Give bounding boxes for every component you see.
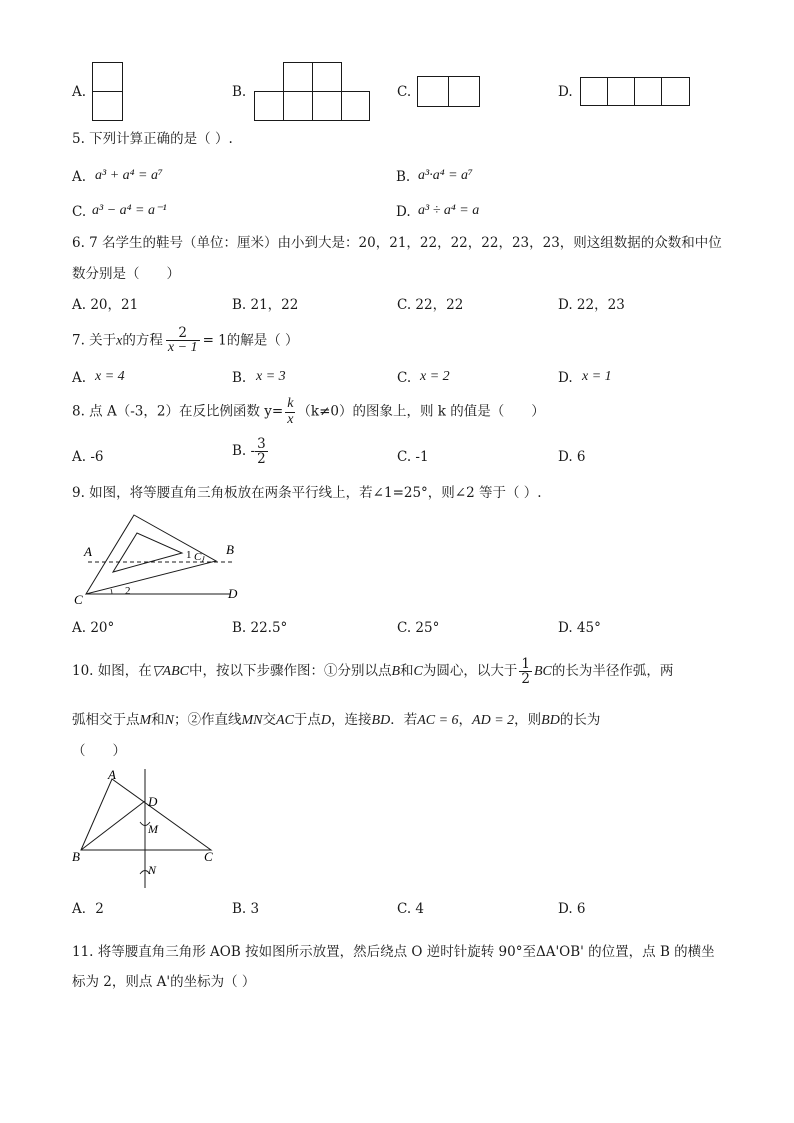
q8-option-b-fraction — [255, 437, 268, 466]
q10-condition-ad: AD = 2 — [472, 713, 515, 728]
q7-option-d-label: D. — [558, 370, 573, 386]
q10-condition-ac: AC = 6 — [417, 713, 459, 728]
q10-option-d: D. 6 — [558, 901, 586, 917]
q8-stem — [72, 397, 545, 427]
q10-option-b: B. 3 — [232, 901, 260, 917]
q4-option-b-label: B. — [232, 84, 247, 100]
q7-stem-mid: 的方程 — [122, 332, 163, 349]
q9-option-c: C. 25° — [397, 620, 440, 636]
q10-point-c: C — [413, 664, 423, 680]
q9-option-d: D. 45° — [558, 620, 601, 636]
q10-point-b: B — [391, 664, 401, 680]
q7-option-a-label: A. — [72, 370, 87, 386]
q7-option-d-expr: x = 1 — [582, 369, 612, 384]
q7-option-b-label: B. — [232, 370, 247, 386]
q8-option-a: A. -6 — [72, 449, 104, 465]
q10-text-12: ．若 — [390, 712, 418, 728]
q10-text-10: 于点 — [293, 712, 321, 728]
q10-option-c: C. 4 — [397, 901, 425, 917]
q7-fraction-numerator: 2 — [166, 326, 200, 341]
q10-label-d: D — [148, 794, 158, 809]
q5-option-b-expr: a³·a⁴ = a⁷ — [418, 168, 473, 183]
q9-option-b: B. 22.5° — [232, 620, 288, 636]
q4-option-c-figure — [417, 76, 481, 108]
q4-option-a-label: A. — [72, 84, 87, 100]
q10-text-8: ；②作直线 — [174, 712, 242, 728]
q4-option-d-figure — [580, 77, 692, 107]
q10-text-1: 10. 如图，在 — [72, 663, 152, 680]
q10-text-11: ，连接 — [331, 712, 372, 728]
q9-label-b: B — [226, 542, 234, 557]
q9-figure — [70, 508, 250, 608]
q10-label-b: B — [72, 849, 80, 864]
q7-option-c-expr: x = 2 — [420, 369, 450, 384]
q9-triangle-inner — [113, 533, 182, 572]
q4-option-c-label: C. — [397, 84, 412, 100]
q7-stem-prefix: 7. 关于 — [72, 332, 117, 349]
q9-angle-1-label: 1 — [186, 549, 192, 561]
q10-point-m: M — [139, 713, 152, 728]
q8-fraction-numerator: k — [287, 396, 294, 411]
q8-option-b-denominator: 2 — [257, 451, 266, 468]
q10-text-14: ，则 — [514, 712, 542, 728]
q6-option-b: B. 21，22 — [232, 297, 299, 313]
q10-segment-ac: AC — [276, 713, 294, 728]
q10-figure — [68, 764, 228, 894]
q4-option-b-figure — [254, 62, 370, 122]
q7-stem-suffix: = 1的解是（ ） — [202, 332, 299, 349]
q4-option-a-figure — [92, 62, 124, 122]
q10-text-2: 中，按以下步骤作图：①分别以点 — [188, 663, 392, 680]
q8-option-b-prefix: B. - — [232, 443, 256, 460]
q6-stem-line2: 数分别是（ ） — [72, 266, 180, 282]
q10-label-n: N — [148, 863, 157, 877]
q10-triangle — [81, 779, 211, 850]
q7-option-b-expr: x = 3 — [256, 369, 286, 384]
q10-stem-line2 — [72, 714, 600, 728]
q8-option-c: C. -1 — [397, 449, 429, 465]
q5-stem: 5. 下列计算正确的是（ ）. — [72, 131, 233, 147]
q4-option-d-label: D. — [558, 84, 573, 100]
q10-segment-bd-2: BD — [541, 713, 560, 728]
q6-option-c: C. 22，22 — [397, 297, 464, 313]
q10-fraction-denominator: 2 — [521, 671, 530, 688]
q9-label-a: A — [84, 544, 92, 559]
q10-text-7: 和 — [151, 712, 165, 728]
q5-option-a-expr: a³ + a⁴ = a⁷ — [95, 168, 163, 183]
q5-option-c-expr: a³ − a⁴ = a⁻¹ — [92, 203, 167, 218]
q11-stem-line2: 标为 2，则点 A'的坐标为（ ） — [72, 974, 256, 990]
q7-fraction — [166, 326, 200, 356]
q9-label-c: C — [74, 592, 83, 607]
q5-option-a-label: A. — [72, 169, 87, 185]
q8-fraction — [285, 397, 295, 427]
q8-option-d: D. 6 — [558, 449, 586, 465]
q7-option-c-label: C. — [397, 370, 412, 386]
q7-variable: x — [116, 333, 123, 349]
q8-stem-prefix: 8. 点 A（-3，2）在反比例函数 y= — [72, 403, 284, 420]
q10-point-d: D — [320, 713, 332, 728]
q9-stem: 9. 如图，将等腰直角三角板放在两条平行线上，若∠1=25°，则∠2 等于（ ）. — [72, 485, 542, 501]
q7-fraction-denominator: x − 1 — [167, 340, 198, 356]
q7-option-a-expr: x = 4 — [95, 369, 125, 384]
q10-fraction-half — [519, 657, 532, 686]
q10-stem-line1 — [72, 657, 673, 686]
q9-angle-2-arc — [111, 589, 112, 594]
q10-text-4: 为圆心，以大于 — [422, 663, 518, 680]
q10-text-13: ， — [458, 712, 473, 728]
q10-segment-bc: BC — [533, 664, 552, 680]
q10-triangle-abc: ▽ABC — [151, 664, 189, 680]
q11-stem-line1: 11. 将等腰直角三角形 AOB 按如图所示放置，然后绕点 O 逆时针旋转 90°至ΔA'OB' 的位置，点 B 的横坐 — [72, 944, 715, 960]
q5-option-c-label: C. — [72, 204, 87, 220]
q9-angle-2-label: 2 — [125, 585, 131, 597]
q10-line-mn: MN — [241, 713, 263, 728]
q10-text-9: 交 — [262, 712, 277, 728]
q10-text-5: 的长为半径作弧，两 — [551, 663, 674, 680]
q6-stem-line1: 6. 7 名学生的鞋号（单位：厘米）由小到大是：20，21，22，22，22，23，23，则这组数据的众数和中位 — [72, 235, 722, 251]
q10-text-6: 弧相交于点 — [72, 712, 140, 728]
q9-angle-1-arc — [202, 556, 204, 562]
q6-option-a: A. 20，21 — [72, 297, 139, 313]
q8-option-b-numerator: 3 — [257, 436, 266, 452]
q10-text-15: 的长为 — [559, 712, 601, 728]
q10-label-a: A — [108, 767, 116, 782]
q8-option-b — [232, 437, 268, 466]
q10-fraction-numerator: 1 — [521, 656, 530, 672]
q10-segment-bd: BD — [371, 713, 391, 728]
q10-stem-line3: （ ） — [72, 743, 126, 759]
q10-label-m: M — [148, 822, 158, 836]
q8-fraction-denominator: x — [287, 411, 294, 427]
q6-option-d: D. 22，23 — [558, 297, 625, 313]
q10-point-n: N — [164, 713, 175, 728]
q9-option-a: A. 20° — [72, 620, 115, 636]
q10-label-c: C — [204, 849, 213, 864]
q5-option-d-expr: a³ ÷ a⁴ = a — [418, 203, 480, 218]
q10-text-3: 和 — [400, 663, 414, 680]
q5-option-b-label: B. — [396, 169, 411, 185]
q8-stem-suffix: （k≠0）的图象上，则 k 的值是（ ） — [297, 403, 545, 420]
q7-stem — [72, 326, 299, 356]
q9-label-d: D — [228, 586, 238, 601]
q9-label-c-inner: C — [194, 551, 202, 563]
q10-segment-bd-line — [81, 801, 145, 850]
q5-option-d-label: D. — [396, 204, 411, 220]
q10-option-a: A．2 — [72, 901, 104, 917]
